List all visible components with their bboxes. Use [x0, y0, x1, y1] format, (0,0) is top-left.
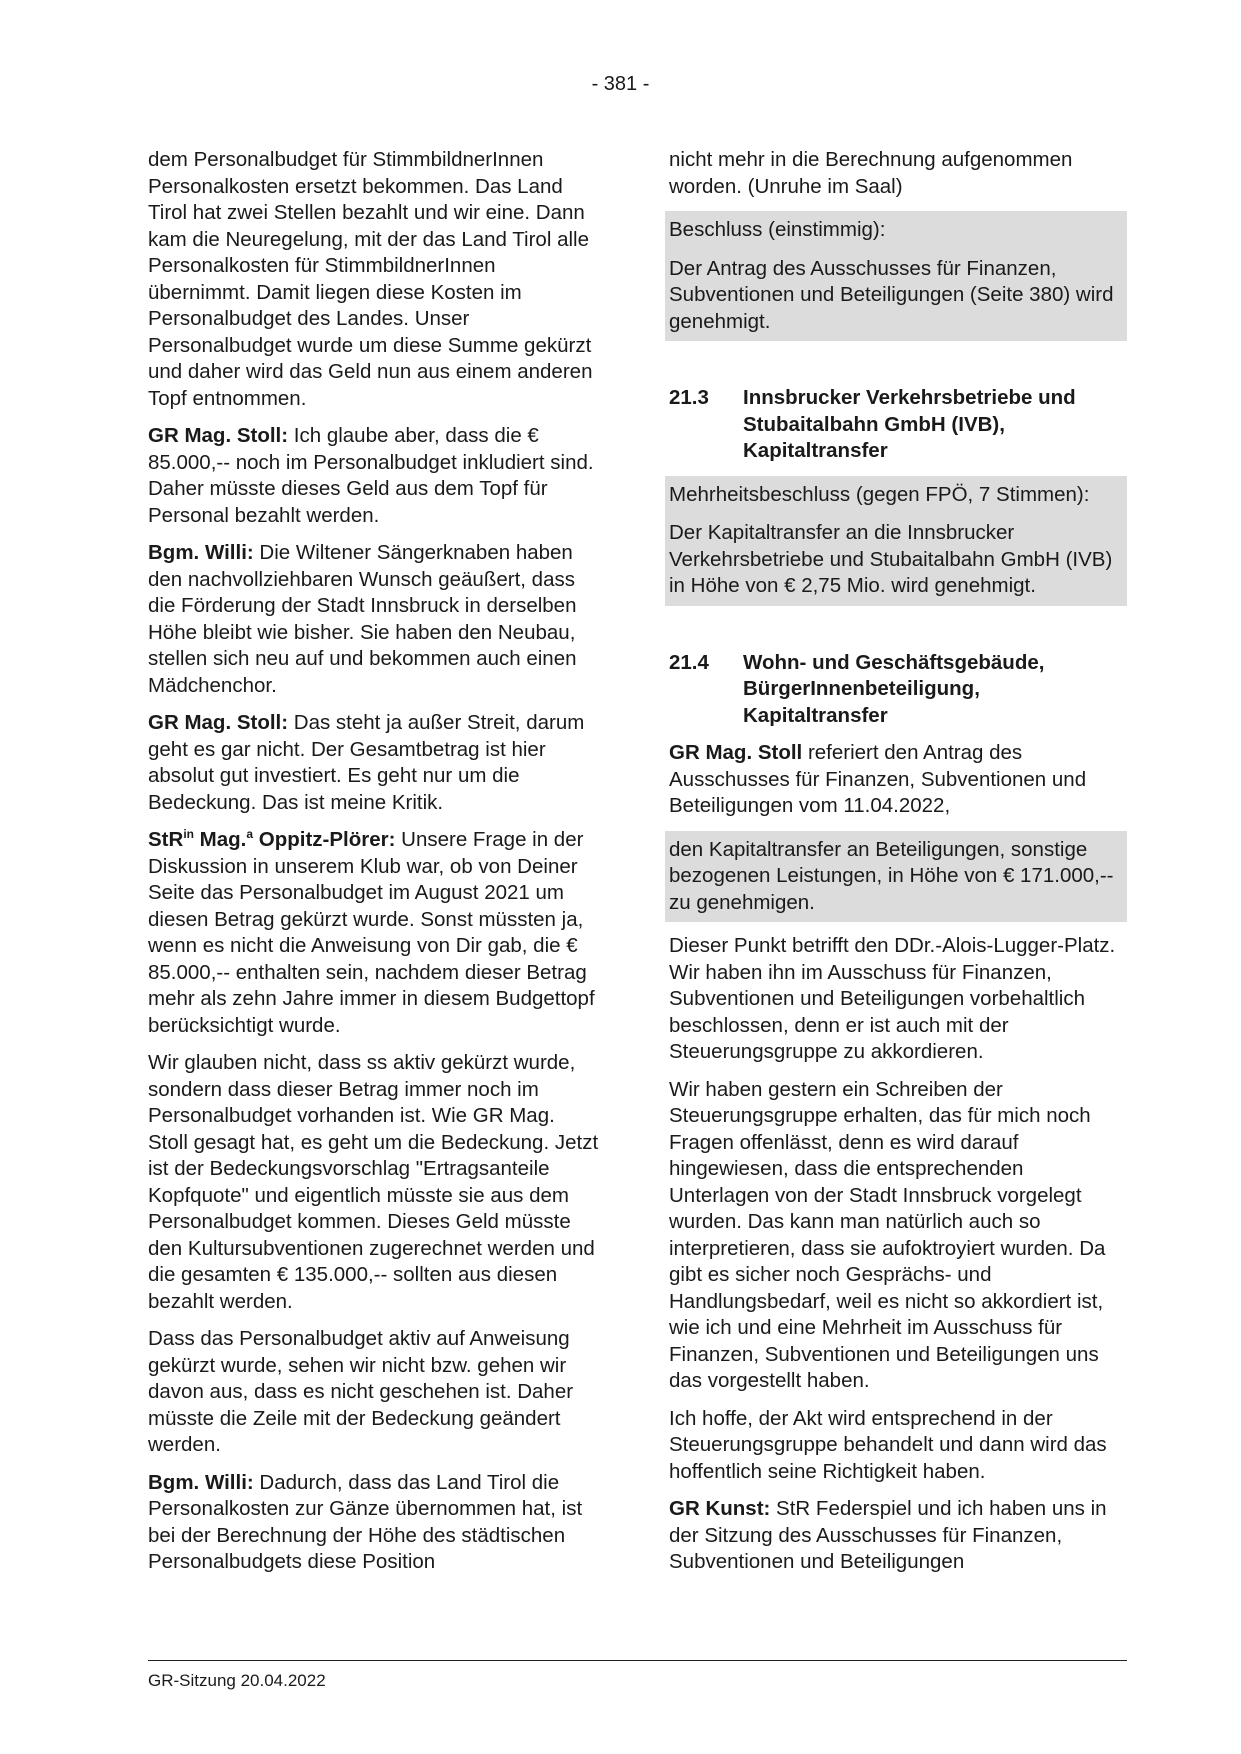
paragraph-text: Das steht ja außer Streit, darum geht es gar nicht. Der Gesamtbetrag ist hier absolut gut investiert. Es geht nur um die Bedeckung. Das ist meine Kritik. [148, 711, 585, 814]
speaker-name: GR Mag. Stoll [669, 741, 803, 764]
speaker-title: StR [148, 828, 184, 851]
paragraph-text: referiert den Antrag des Ausschusses für Finanzen, Subventionen und Beteiligungen vom 11.04.2022, [669, 741, 1087, 817]
paragraph-text: Dass das Personalbudget aktiv auf Anweisung gekürzt wurde, sehen wir nicht bzw. gehen wir davon aus, dass es nicht geschehen ist. Daher müsste die Zeile mit der Bedeckung geändert werden. [148, 1327, 574, 1456]
footer-text: GR-Sitzung 20.04.2022 [148, 1671, 326, 1690]
section-number: 21.3 [669, 386, 709, 409]
paragraph [148, 1326, 600, 1459]
paragraph: Dieser Punkt betrifft den DDr.-Alois-Lugger-Platz. Wir haben ihn im Ausschuss für Finanzen, Subventionen und Beteiligungen vorbehaltlich beschlossen, denn er ist auch mit der Steuerungsgruppe zu akkordieren. [669, 934, 1116, 1063]
motion-text: den Kapitaltransfer an Beteiligungen, sonstige bezogenen Leistungen, in Höhe von € 171.000,-- zu genehmigen. [669, 837, 1114, 914]
paragraph-text: StR Federspiel und ich haben uns in der Sitzung des Ausschusses für Finanzen, Subventionen und Beteiligungen [669, 1497, 1107, 1573]
left-column [148, 147, 600, 1587]
speaker-surname: Oppitz-Plörer: [253, 828, 396, 851]
decision-text: Der Antrag des Ausschusses für Finanzen, Subventionen und Beteiligungen (Seite 380) wird genehmigt. [669, 256, 1114, 333]
decision-box [665, 514, 1127, 606]
paragraph [669, 740, 1127, 820]
section-heading [669, 650, 1127, 730]
paragraph [148, 540, 600, 699]
section-heading [669, 385, 1127, 465]
paragraph [148, 147, 600, 412]
speaker-name: Bgm. Willi: [148, 1470, 254, 1494]
paragraph [148, 710, 600, 816]
section-title: Wohn- und Geschäftsgebäude, BürgerInnenbeteiligung, Kapitaltransfer [743, 650, 1045, 727]
paragraph-text: Unsere Frage in der Diskussion in unserem Klub war, ob von Deiner Seite das Personalbudget im August 2021 um diesen Betrag gekürzt wurde. Sonst müssten ja, wenn es nicht die Anweisung von Dir gab, die € 85.000,-- enthalten sein, nachdem dieser Betrag mehr als zehn Jahre immer in diesem Budgettopf berücksichtigt wurde. [148, 828, 595, 1037]
paragraph [148, 1050, 600, 1315]
speaker-name: GR Mag. Stoll: [148, 711, 289, 734]
right-column [669, 147, 1127, 1587]
paragraph [148, 1470, 600, 1576]
paragraph [148, 423, 600, 529]
paragraph: nicht mehr in die Berechnung aufgenommen worden. (Unruhe im Saal) [669, 148, 1073, 198]
speaker-name: GR Kunst: [669, 1497, 771, 1520]
decision-text: Der Kapitaltransfer an die Innsbrucker Verkehrsbetriebe und Stubaitalbahn GmbH (IVB) in Höhe von € 2,75 Mio. wird genehmigt. [669, 521, 1113, 597]
paragraph-text: Die Wiltener Sängerknaben haben den nachvollziehbaren Wunsch geäußert, dass die Förderung der Stadt Innsbruck in derselben Höhe bleibt wie bisher. Sie haben den Neubau, stellen sich neu auf und bekommen auch einen Mädchenchor. [148, 541, 577, 697]
paragraph-text: Ich glaube aber, dass die € 85.000,-- noch im Personalbudget inkludiert sind. Daher müsste dieses Geld aus dem Topf für Personal bezahlt werden. [148, 424, 594, 527]
decision-box [665, 476, 1127, 515]
section-title: Innsbrucker Verkehrsbetriebe und Stubaitalbahn GmbH (IVB), Kapitaltransfer [743, 386, 1076, 462]
decision-label: Mehrheitsbeschluss (gegen FPÖ, 7 Stimmen): [669, 482, 1090, 506]
decision-box [665, 211, 1127, 250]
paragraph [148, 827, 600, 1039]
speaker-degree: Mag. [193, 828, 247, 851]
decision-box [665, 250, 1127, 342]
footer-divider [148, 1660, 1127, 1661]
speaker-title-suffix: in [183, 827, 194, 842]
speaker-degree-suffix: a [246, 827, 254, 842]
section-number: 21.4 [669, 650, 709, 674]
decision-label: Beschluss (einstimmig): [669, 218, 886, 241]
page-number: - 381 - [591, 73, 650, 95]
paragraph: Wir haben gestern ein Schreiben der Steuerungsgruppe erhalten, das für mich noch Fragen offenlässt, denn es wird darauf hingewiesen, dass die entsprechenden Unterlagen von der Stadt Innsbruck vorgelegt wurden. Das kann man natürlich auch so interpretieren, dass sie aufoktroyiert wurden. Da gibt es sicher noch Gesprächs- und Handlungsbedarf, weil es nicht so akkordiert ist, wie ich und eine Mehrheit im Ausschuss für Finanzen, Subventionen und Beteiligungen uns das vorgestellt haben. [669, 1077, 1106, 1392]
paragraph: Ich hoffe, der Akt wird entsprechend in der Steuerungsgruppe behandelt und dann wird das hoffentlich seine Richtigkeit haben. [669, 1406, 1107, 1483]
speaker-name: GR Mag. Stoll: [148, 424, 289, 447]
paragraph-text: Wir glauben nicht, dass ss aktiv gekürzt wurde, sondern dass dieser Betrag immer noch im Personalbudget vorhanden ist. Wie GR Mag. Stoll gesagt hat, es geht um die Bedeckung. Jetzt ist der Bedeckungsvorschlag "Ertragsanteile Kopfquote" und eigentlich müsste sie aus dem Personalbudget kommen. Dieses Geld müsste den Kultursubventionen zugerechnet werden und die gesamten € 135.000,-- sollten aus diesen bezahlt werden. [148, 1051, 599, 1313]
speaker-name: Bgm. Willi: [148, 541, 254, 564]
paragraph-text: Dadurch, dass das Land Tirol die Personalkosten zur Gänze übernommen hat, ist bei der Berechnung der Höhe des städtischen Personalbudgets diese Position [148, 1470, 583, 1573]
paragraph [669, 1496, 1127, 1576]
paragraph-text: dem Personalbudget für StimmbildnerInnen Personalkosten ersetzt bekommen. Das Land Tirol hat zwei Stellen bezahlt und wir eine. Dann kam die Neuregelung, mit der das Land Tirol alle Personalkosten für StimmbildnerInnen übernimmt. Damit liegen diese Kosten im Personalbudget des Landes. Unser Personalbudget wurde um diese Summe gekürzt und daher wird das Geld nun aus einem anderen Topf entnommen. [148, 148, 593, 410]
motion-box [665, 831, 1127, 923]
speaker-name [148, 828, 395, 851]
